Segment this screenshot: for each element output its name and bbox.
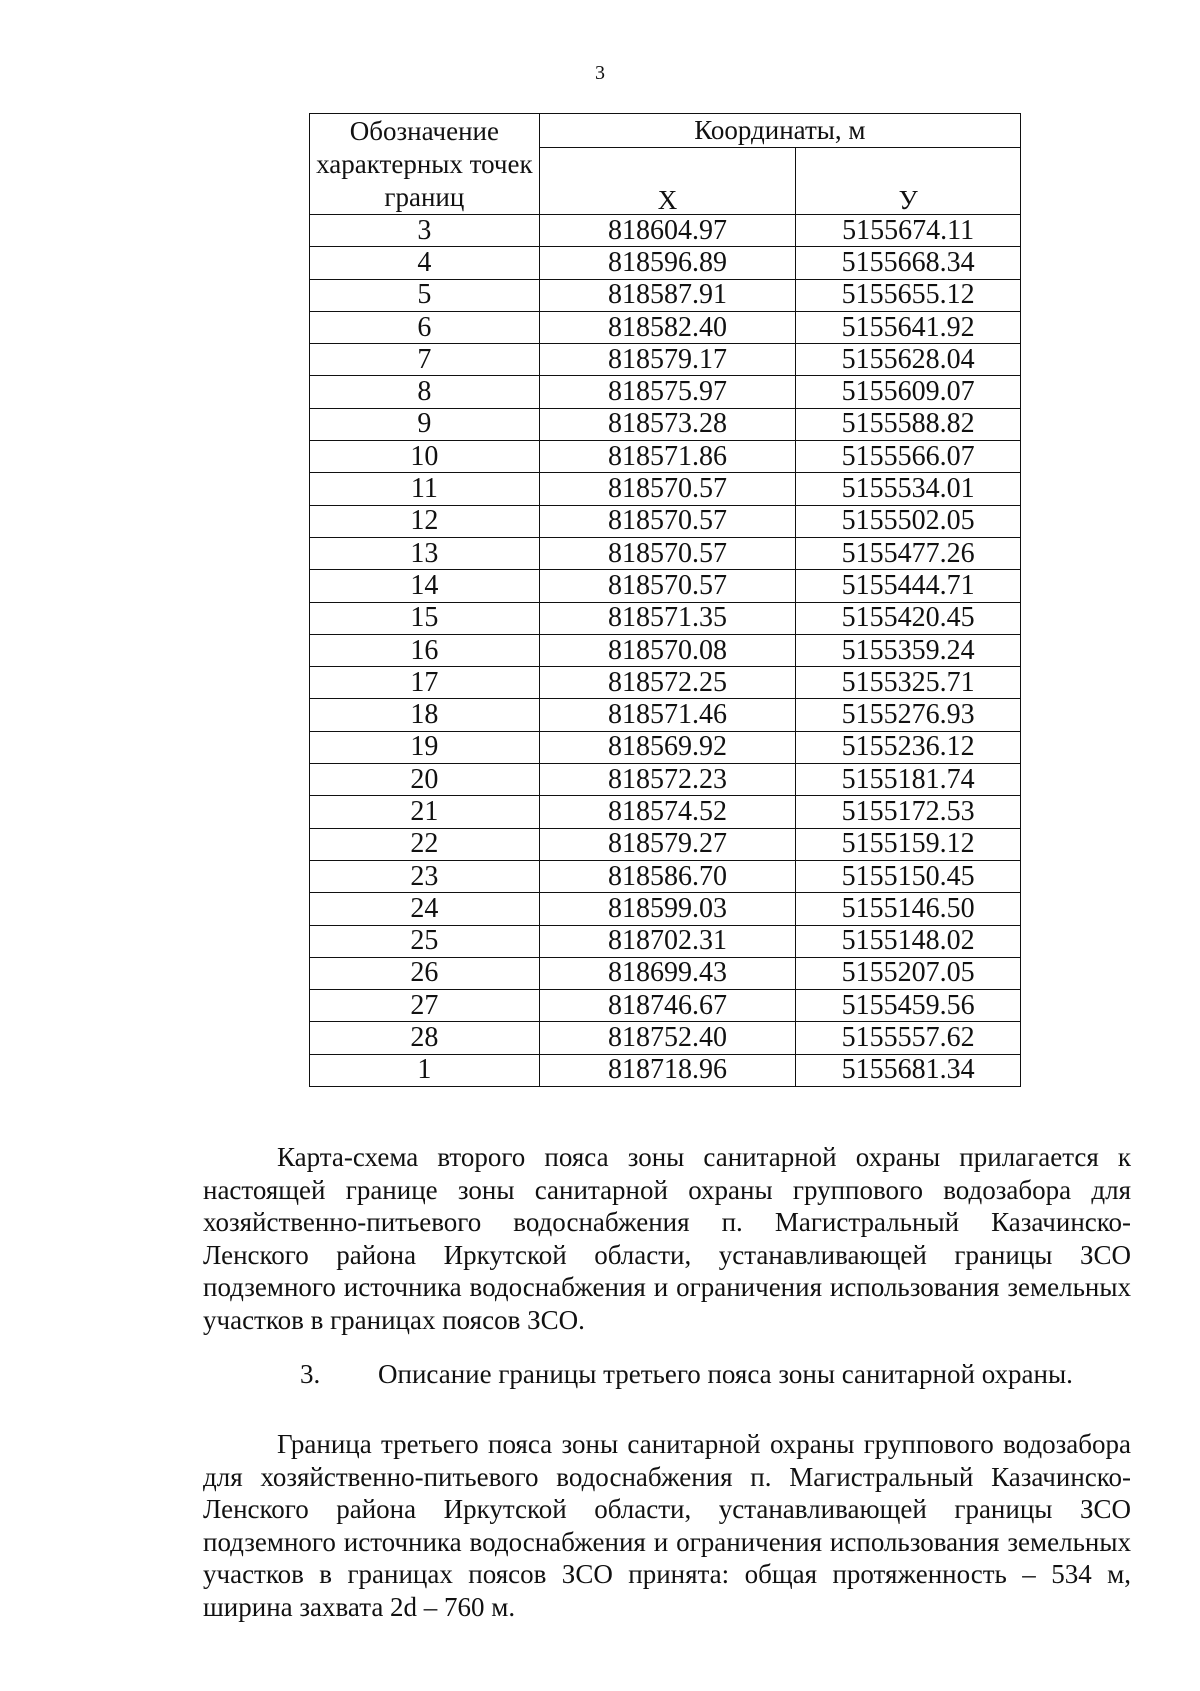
y-coordinate-cell: 5155502.05 xyxy=(796,505,1021,537)
coordinates-header: Координаты, м xyxy=(539,114,1020,148)
table-row xyxy=(310,699,1021,731)
table-row xyxy=(310,990,1021,1022)
table-row xyxy=(310,1022,1021,1054)
point-cell: 14 xyxy=(310,570,540,602)
x-coordinate-cell: 818571.46 xyxy=(539,699,796,731)
x-coordinate-cell: 818573.28 xyxy=(539,408,796,440)
x-coordinate-cell: 818718.96 xyxy=(539,1054,796,1086)
section-3-number: 3. xyxy=(300,1359,321,1389)
table-row xyxy=(310,925,1021,957)
x-coordinate-cell: 818569.92 xyxy=(539,731,796,763)
table-row xyxy=(310,441,1021,473)
y-coordinate-cell: 5155655.12 xyxy=(796,279,1021,311)
table-row xyxy=(310,473,1021,505)
y-coordinate-cell: 5155668.34 xyxy=(796,247,1021,279)
y-coordinate-cell: 5155325.71 xyxy=(796,667,1021,699)
x-coordinate-cell: 818571.86 xyxy=(539,441,796,473)
y-coordinate-cell: 5155146.50 xyxy=(796,893,1021,925)
x-coordinate-cell: 818570.57 xyxy=(539,570,796,602)
x-coordinate-cell: 818571.35 xyxy=(539,602,796,634)
y-column-header: У xyxy=(796,147,1021,214)
y-coordinate-cell: 5155459.56 xyxy=(796,990,1021,1022)
table-row xyxy=(310,344,1021,376)
y-coordinate-cell: 5155159.12 xyxy=(796,828,1021,860)
point-cell: 25 xyxy=(310,925,540,957)
point-cell: 3 xyxy=(310,215,540,247)
point-cell: 17 xyxy=(310,667,540,699)
point-cell: 15 xyxy=(310,602,540,634)
x-coordinate-cell: 818746.67 xyxy=(539,990,796,1022)
third-belt-description-paragraph: Граница третьего пояса зоны санитарной охраны группового водозабора для хозяйственно-питьевого водоснабжения п. Магистральный Казачинско-Ленского района Иркутской области, устанавливающей границы ЗСО подземного источника водоснабжения и ограничения использования земельных участков в границах поясов ЗСО принята: общая протяженность – 534 м, ширина захвата 2d – 760 м. xyxy=(203,1429,1131,1622)
point-cell: 27 xyxy=(310,990,540,1022)
y-coordinate-cell: 5155444.71 xyxy=(796,570,1021,602)
point-cell: 26 xyxy=(310,957,540,989)
table-row xyxy=(310,1054,1021,1086)
page-number: 3 xyxy=(595,62,605,84)
table-row xyxy=(310,376,1021,408)
y-coordinate-cell: 5155534.01 xyxy=(796,473,1021,505)
table-row xyxy=(310,247,1021,279)
y-coordinate-cell: 5155420.45 xyxy=(796,602,1021,634)
x-column-header: Х xyxy=(539,147,796,214)
point-cell: 12 xyxy=(310,505,540,537)
x-coordinate-cell: 818572.23 xyxy=(539,764,796,796)
y-coordinate-cell: 5155641.92 xyxy=(796,311,1021,343)
table-row xyxy=(310,602,1021,634)
y-coordinate-cell: 5155276.93 xyxy=(796,699,1021,731)
point-cell: 6 xyxy=(310,311,540,343)
x-coordinate-cell: 818570.57 xyxy=(539,473,796,505)
y-coordinate-cell: 5155609.07 xyxy=(796,376,1021,408)
point-cell: 5 xyxy=(310,279,540,311)
point-cell: 24 xyxy=(310,893,540,925)
point-designation-header: Обозначение характерных точек границ xyxy=(310,114,540,215)
y-coordinate-cell: 5155681.34 xyxy=(796,1054,1021,1086)
point-cell: 21 xyxy=(310,796,540,828)
table-row xyxy=(310,537,1021,569)
point-cell: 7 xyxy=(310,344,540,376)
x-coordinate-cell: 818575.97 xyxy=(539,376,796,408)
table-row xyxy=(310,505,1021,537)
point-cell: 23 xyxy=(310,860,540,892)
table-row xyxy=(310,279,1021,311)
y-coordinate-cell: 5155477.26 xyxy=(796,537,1021,569)
table-row xyxy=(310,957,1021,989)
table-row xyxy=(310,828,1021,860)
y-coordinate-cell: 5155172.53 xyxy=(796,796,1021,828)
x-coordinate-cell: 818582.40 xyxy=(539,311,796,343)
point-cell: 18 xyxy=(310,699,540,731)
table-row xyxy=(310,408,1021,440)
x-coordinate-cell: 818572.25 xyxy=(539,667,796,699)
table-row xyxy=(310,215,1021,247)
coordinates-table-body xyxy=(310,215,1021,1087)
y-coordinate-cell: 5155359.24 xyxy=(796,634,1021,666)
point-cell: 13 xyxy=(310,537,540,569)
point-cell: 10 xyxy=(310,441,540,473)
y-coordinate-cell: 5155588.82 xyxy=(796,408,1021,440)
y-coordinate-cell: 5155148.02 xyxy=(796,925,1021,957)
table-row xyxy=(310,634,1021,666)
x-coordinate-cell: 818587.91 xyxy=(539,279,796,311)
x-coordinate-cell: 818579.17 xyxy=(539,344,796,376)
point-cell: 16 xyxy=(310,634,540,666)
y-coordinate-cell: 5155557.62 xyxy=(796,1022,1021,1054)
point-cell: 11 xyxy=(310,473,540,505)
x-coordinate-cell: 818570.57 xyxy=(539,537,796,569)
y-coordinate-cell: 5155207.05 xyxy=(796,957,1021,989)
y-coordinate-cell: 5155181.74 xyxy=(796,764,1021,796)
point-cell: 8 xyxy=(310,376,540,408)
coordinates-table xyxy=(309,113,1021,1087)
point-cell: 9 xyxy=(310,408,540,440)
y-coordinate-cell: 5155236.12 xyxy=(796,731,1021,763)
table-row xyxy=(310,893,1021,925)
table-row xyxy=(310,764,1021,796)
table-row xyxy=(310,796,1021,828)
x-coordinate-cell: 818570.08 xyxy=(539,634,796,666)
point-cell: 4 xyxy=(310,247,540,279)
table-row xyxy=(310,311,1021,343)
x-coordinate-cell: 818599.03 xyxy=(539,893,796,925)
y-coordinate-cell: 5155674.11 xyxy=(796,215,1021,247)
table-row xyxy=(310,570,1021,602)
x-coordinate-cell: 818699.43 xyxy=(539,957,796,989)
table-row xyxy=(310,667,1021,699)
point-cell: 1 xyxy=(310,1054,540,1086)
point-cell: 28 xyxy=(310,1022,540,1054)
table-row xyxy=(310,731,1021,763)
section-3-title: Описание границы третьего пояса зоны санитарной охраны. xyxy=(378,1359,1073,1389)
x-coordinate-cell: 818752.40 xyxy=(539,1022,796,1054)
y-coordinate-cell: 5155150.45 xyxy=(796,860,1021,892)
point-cell: 19 xyxy=(310,731,540,763)
x-coordinate-cell: 818579.27 xyxy=(539,828,796,860)
table-row xyxy=(310,860,1021,892)
y-coordinate-cell: 5155566.07 xyxy=(796,441,1021,473)
x-coordinate-cell: 818604.97 xyxy=(539,215,796,247)
x-coordinate-cell: 818574.52 xyxy=(539,796,796,828)
x-coordinate-cell: 818586.70 xyxy=(539,860,796,892)
y-coordinate-cell: 5155628.04 xyxy=(796,344,1021,376)
x-coordinate-cell: 818702.31 xyxy=(539,925,796,957)
map-scheme-paragraph: Карта-схема второго пояса зоны санитарной охраны прилагается к настоящей границе зоны санитарной охраны группового водозабора для хозяйственно-питьевого водоснабжения п. Магистральный Казачинско-Ленского района Иркутской области, устанавливающей границы ЗСО подземного источника водоснабжения и ограничения использования земельных участков в границах поясов ЗСО. xyxy=(203,1142,1131,1335)
x-coordinate-cell: 818570.57 xyxy=(539,505,796,537)
x-coordinate-cell: 818596.89 xyxy=(539,247,796,279)
point-cell: 20 xyxy=(310,764,540,796)
point-cell: 22 xyxy=(310,828,540,860)
section-3-heading xyxy=(300,1357,1140,1391)
